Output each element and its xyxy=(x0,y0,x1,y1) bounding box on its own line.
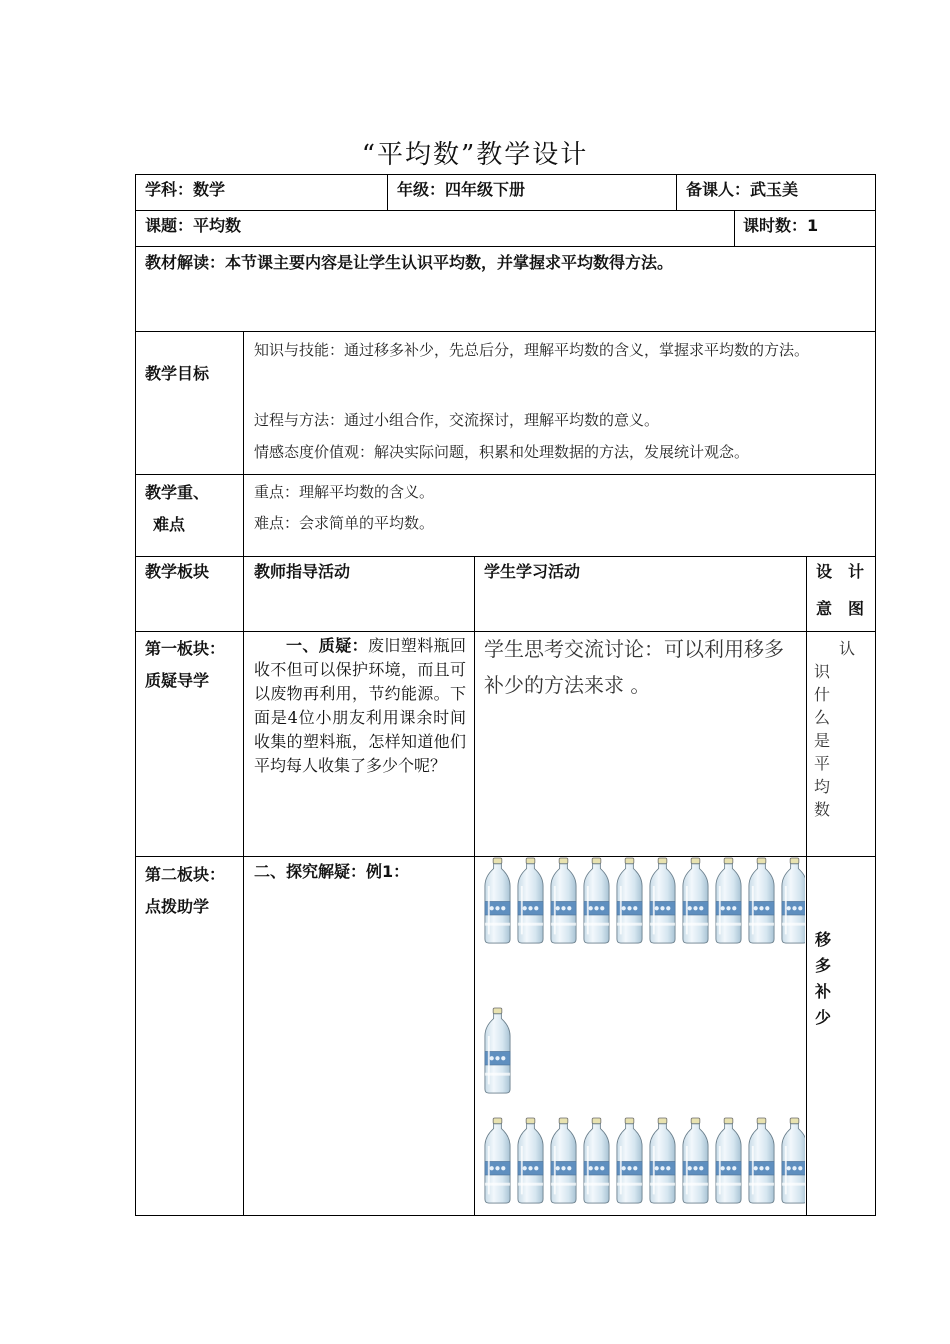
water-bottle-icon xyxy=(516,1117,545,1204)
material-analysis: 教材解读：本节课主要内容是让学生认识平均数，并掌握求平均数得方法。 xyxy=(145,253,674,272)
grade-cell: 年级：四年级下册 xyxy=(397,180,526,199)
water-bottle-icon xyxy=(780,857,805,944)
row2-teacher-text: 二、探究解疑：例1： xyxy=(254,862,410,881)
row1-teacher-body: 废旧塑料瓶回收不但可以保护环境，而且可以废物再利用，节约能源。下面是4位小朋友利用课余时间收集的塑料瓶，怎样知道他们平均每人收集了多少个呢？ xyxy=(254,636,466,775)
col-intent-header-1: 设 计 xyxy=(816,562,865,581)
row-divider xyxy=(135,474,876,475)
water-bottle-icon xyxy=(714,1117,743,1204)
objective-emotion: 情感态度价值观：解决实际问题，积累和处理数据的方法，发展统计观念。 xyxy=(254,443,750,461)
row2-block-1: 第二板块： xyxy=(145,865,226,884)
water-bottle-icon xyxy=(615,1117,644,1204)
col-intent-header-2: 意 图 xyxy=(816,599,865,618)
objective-knowledge: 知识与技能：通过移多补少，先总后分，理解平均数的含义，掌握求平均数的方法。 xyxy=(254,341,810,359)
water-bottle-icon xyxy=(483,1007,512,1094)
keypoints-label-1: 教学重、 xyxy=(145,483,210,502)
water-bottle-icon xyxy=(747,857,776,944)
row-divider xyxy=(135,556,876,557)
objectives-label: 教学目标 xyxy=(145,364,210,383)
water-bottle-icon xyxy=(714,857,743,944)
teacher-name-cell: 备课人：武玉美 xyxy=(686,180,799,199)
topic-cell: 课题：平均数 xyxy=(145,216,242,235)
row-divider xyxy=(135,246,876,247)
water-bottle-icon xyxy=(681,1117,710,1204)
col-student-header: 学生学习活动 xyxy=(484,562,581,581)
difficult-point: 难点：会求简单的平均数。 xyxy=(254,514,435,532)
col-divider xyxy=(387,174,388,210)
subject-cell: 学科：数学 xyxy=(145,180,226,199)
water-bottle-icon xyxy=(483,857,512,944)
row1-intent: 认识什么是平均数 xyxy=(814,639,874,819)
water-bottle-icon xyxy=(549,1117,578,1204)
page-title: “平均数”教学设计 xyxy=(361,140,589,170)
water-bottle-icon xyxy=(681,857,710,944)
water-bottle-icon xyxy=(483,1117,512,1204)
water-bottle-icon xyxy=(582,857,611,944)
row1-student-text: 学生思考交流讨论：可以利用移多补少的方法来求 。 xyxy=(484,637,784,697)
bottle-illustration xyxy=(475,857,805,1215)
row-divider xyxy=(135,331,876,332)
col-divider xyxy=(806,556,807,1216)
water-bottle-icon xyxy=(582,1117,611,1204)
key-point: 重点：理解平均数的含义。 xyxy=(254,483,435,501)
row1-teacher-lead: 一、质疑： xyxy=(286,636,368,655)
col-teacher-header: 教师指导活动 xyxy=(254,562,351,581)
row1-block-1: 第一板块： xyxy=(145,639,226,658)
water-bottle-icon xyxy=(549,857,578,944)
col-divider xyxy=(734,210,735,246)
col-divider xyxy=(243,331,244,1216)
water-bottle-icon xyxy=(780,1117,805,1204)
row1-block-2: 质疑导学 xyxy=(145,671,210,690)
periods-cell: 课时数：1 xyxy=(743,216,819,235)
objective-process: 过程与方法：通过小组合作，交流探讨，理解平均数的意义。 xyxy=(254,411,660,429)
col-block-header: 教学板块 xyxy=(145,562,210,581)
water-bottle-icon xyxy=(747,1117,776,1204)
row2-intent: 移多补少 xyxy=(815,930,832,1027)
row2-block-2: 点拨助学 xyxy=(145,897,210,916)
row-divider xyxy=(135,210,876,211)
water-bottle-icon xyxy=(615,857,644,944)
keypoints-label-2: 难点 xyxy=(153,515,186,534)
col-divider xyxy=(676,174,677,210)
water-bottle-icon xyxy=(516,857,545,944)
water-bottle-icon xyxy=(648,1117,677,1204)
row1-teacher-text xyxy=(254,634,466,778)
water-bottle-icon xyxy=(648,857,677,944)
